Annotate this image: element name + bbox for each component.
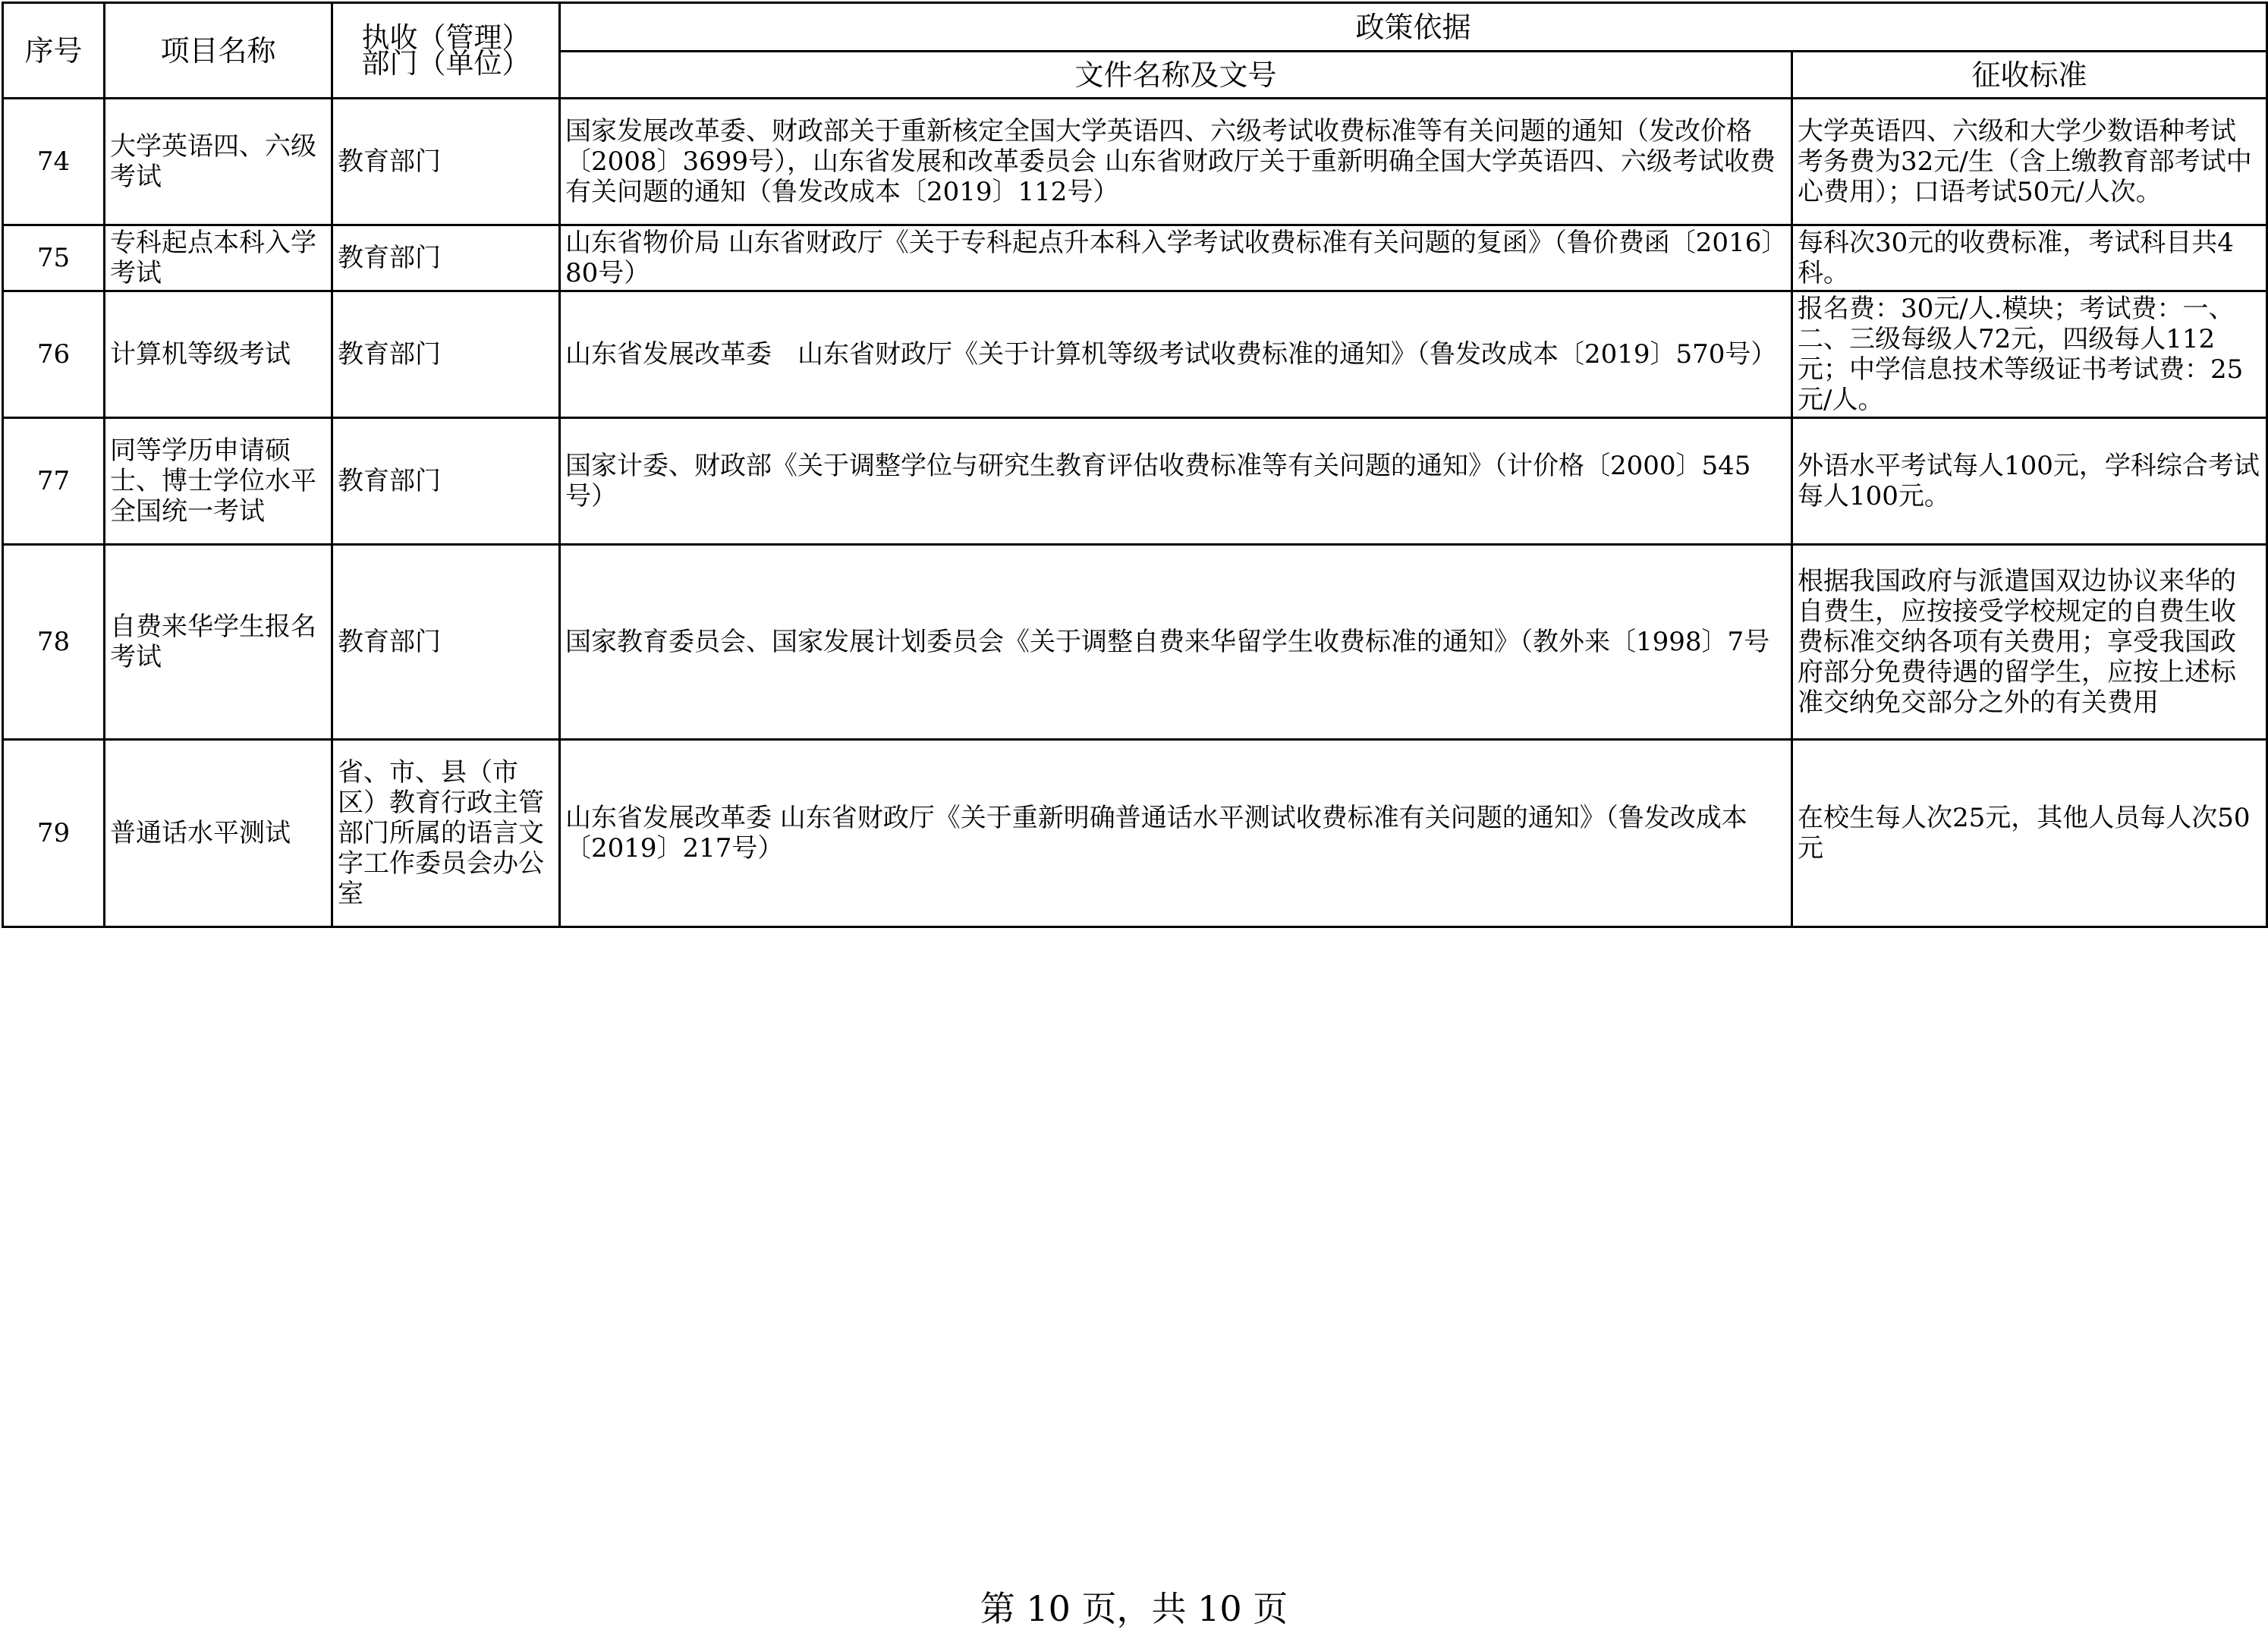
- row-doc: 国家发展改革委、财政部关于重新核定全国大学英语四、六级考试收费标准等有关问题的通知（发改价格〔2008〕3699号），山东省发展和改革委员会 山东省财政厅关于重新明确全国大学英语四、六级考试收费有关问题的通知（鲁发改成本〔2019〕112号）: [565, 116, 1776, 207]
- row-dept: 省、市、县（市区）教育行政主管部门所属的语言文字工作委员会办公室: [338, 757, 544, 909]
- row-doc: 国家计委、财政部《关于调整学位与研究生教育评估收费标准等有关问题的通知》（计价格〔2000〕545号）: [565, 451, 1751, 511]
- table-row: [3, 291, 2267, 418]
- row-num: 74: [36, 146, 71, 177]
- row-dept: 教育部门: [338, 466, 441, 496]
- row-std: 报名费：30元/人.模块；考试费：一、二、三级每级人72元，四级每人112元；中学信息技术等级证书考试费：25元/人。: [1798, 294, 2244, 415]
- table-row: [3, 740, 2267, 927]
- row-std: 大学英语四、六级和大学少数语种考试考务费为32元/生（含上缴教育部考试中心费用）；口语考试50元/人次。: [1798, 116, 2252, 207]
- row-num: 76: [36, 339, 71, 370]
- header-name: 项目名称: [105, 3, 332, 99]
- row-name: 普通话水平测试: [110, 818, 291, 848]
- row-num: 78: [36, 627, 71, 657]
- row-dept: 教育部门: [338, 243, 441, 273]
- row-doc: 山东省物价局 山东省财政厅《关于专科起点升本科入学考试收费标准有关问题的复函》（鲁价费函〔2016〕80号）: [565, 228, 1775, 288]
- row-dept: 教育部门: [338, 627, 441, 657]
- page-footer: 第 10 页，共 10 页: [980, 1588, 1288, 1629]
- fee-table: [2, 2, 2268, 928]
- header-dept: 执收（管理）部门（单位）: [332, 3, 560, 99]
- row-name: 大学英语四、六级考试: [110, 131, 316, 192]
- row-std: 根据我国政府与派遣国双边协议来华的自费生，应按接受学校规定的自费生收费标准交纳各项有关费用；享受我国政府部分免费待遇的留学生，应按上述标准交纳免交部分之外的有关费用: [1798, 566, 2236, 718]
- table-row: [3, 99, 2267, 225]
- header-policy: 政策依据: [560, 3, 2267, 52]
- row-name: 专科起点本科入学考试: [110, 228, 316, 288]
- row-name: 计算机等级考试: [110, 339, 291, 370]
- row-num: 77: [36, 466, 71, 496]
- table-row: [3, 545, 2267, 740]
- row-dept: 教育部门: [338, 146, 441, 177]
- row-num: 75: [36, 243, 71, 273]
- row-name: 同等学历申请硕士、博士学位水平全国统一考试: [110, 436, 316, 527]
- table-row: [3, 225, 2267, 291]
- row-doc: 山东省发展改革委 山东省财政厅《关于计算机等级考试收费标准的通知》（鲁发改成本〔2019〕570号）: [565, 339, 1777, 370]
- header-std: 征收标准: [1792, 52, 2267, 99]
- row-name: 自费来华学生报名考试: [110, 612, 316, 672]
- header-num: 序号: [3, 3, 105, 99]
- row-doc: 山东省发展改革委 山东省财政厅《关于重新明确普通话水平测试收费标准有关问题的通知》（鲁发改成本〔2019〕217号）: [565, 803, 1747, 864]
- row-doc: 国家教育委员会、国家发展计划委员会《关于调整自费来华留学生收费标准的通知》（教外来〔1998〕7号: [565, 627, 1770, 657]
- table-row: [3, 418, 2267, 545]
- row-dept: 教育部门: [338, 339, 441, 370]
- header-doc: 文件名称及文号: [560, 52, 1792, 99]
- row-std: 每科次30元的收费标准，考试科目共4科。: [1798, 228, 2234, 288]
- row-std: 外语水平考试每人100元，学科综合考试每人100元。: [1798, 451, 2260, 511]
- row-num: 79: [36, 818, 71, 848]
- row-std: 在校生每人次25元，其他人员每人次50元: [1798, 803, 2251, 864]
